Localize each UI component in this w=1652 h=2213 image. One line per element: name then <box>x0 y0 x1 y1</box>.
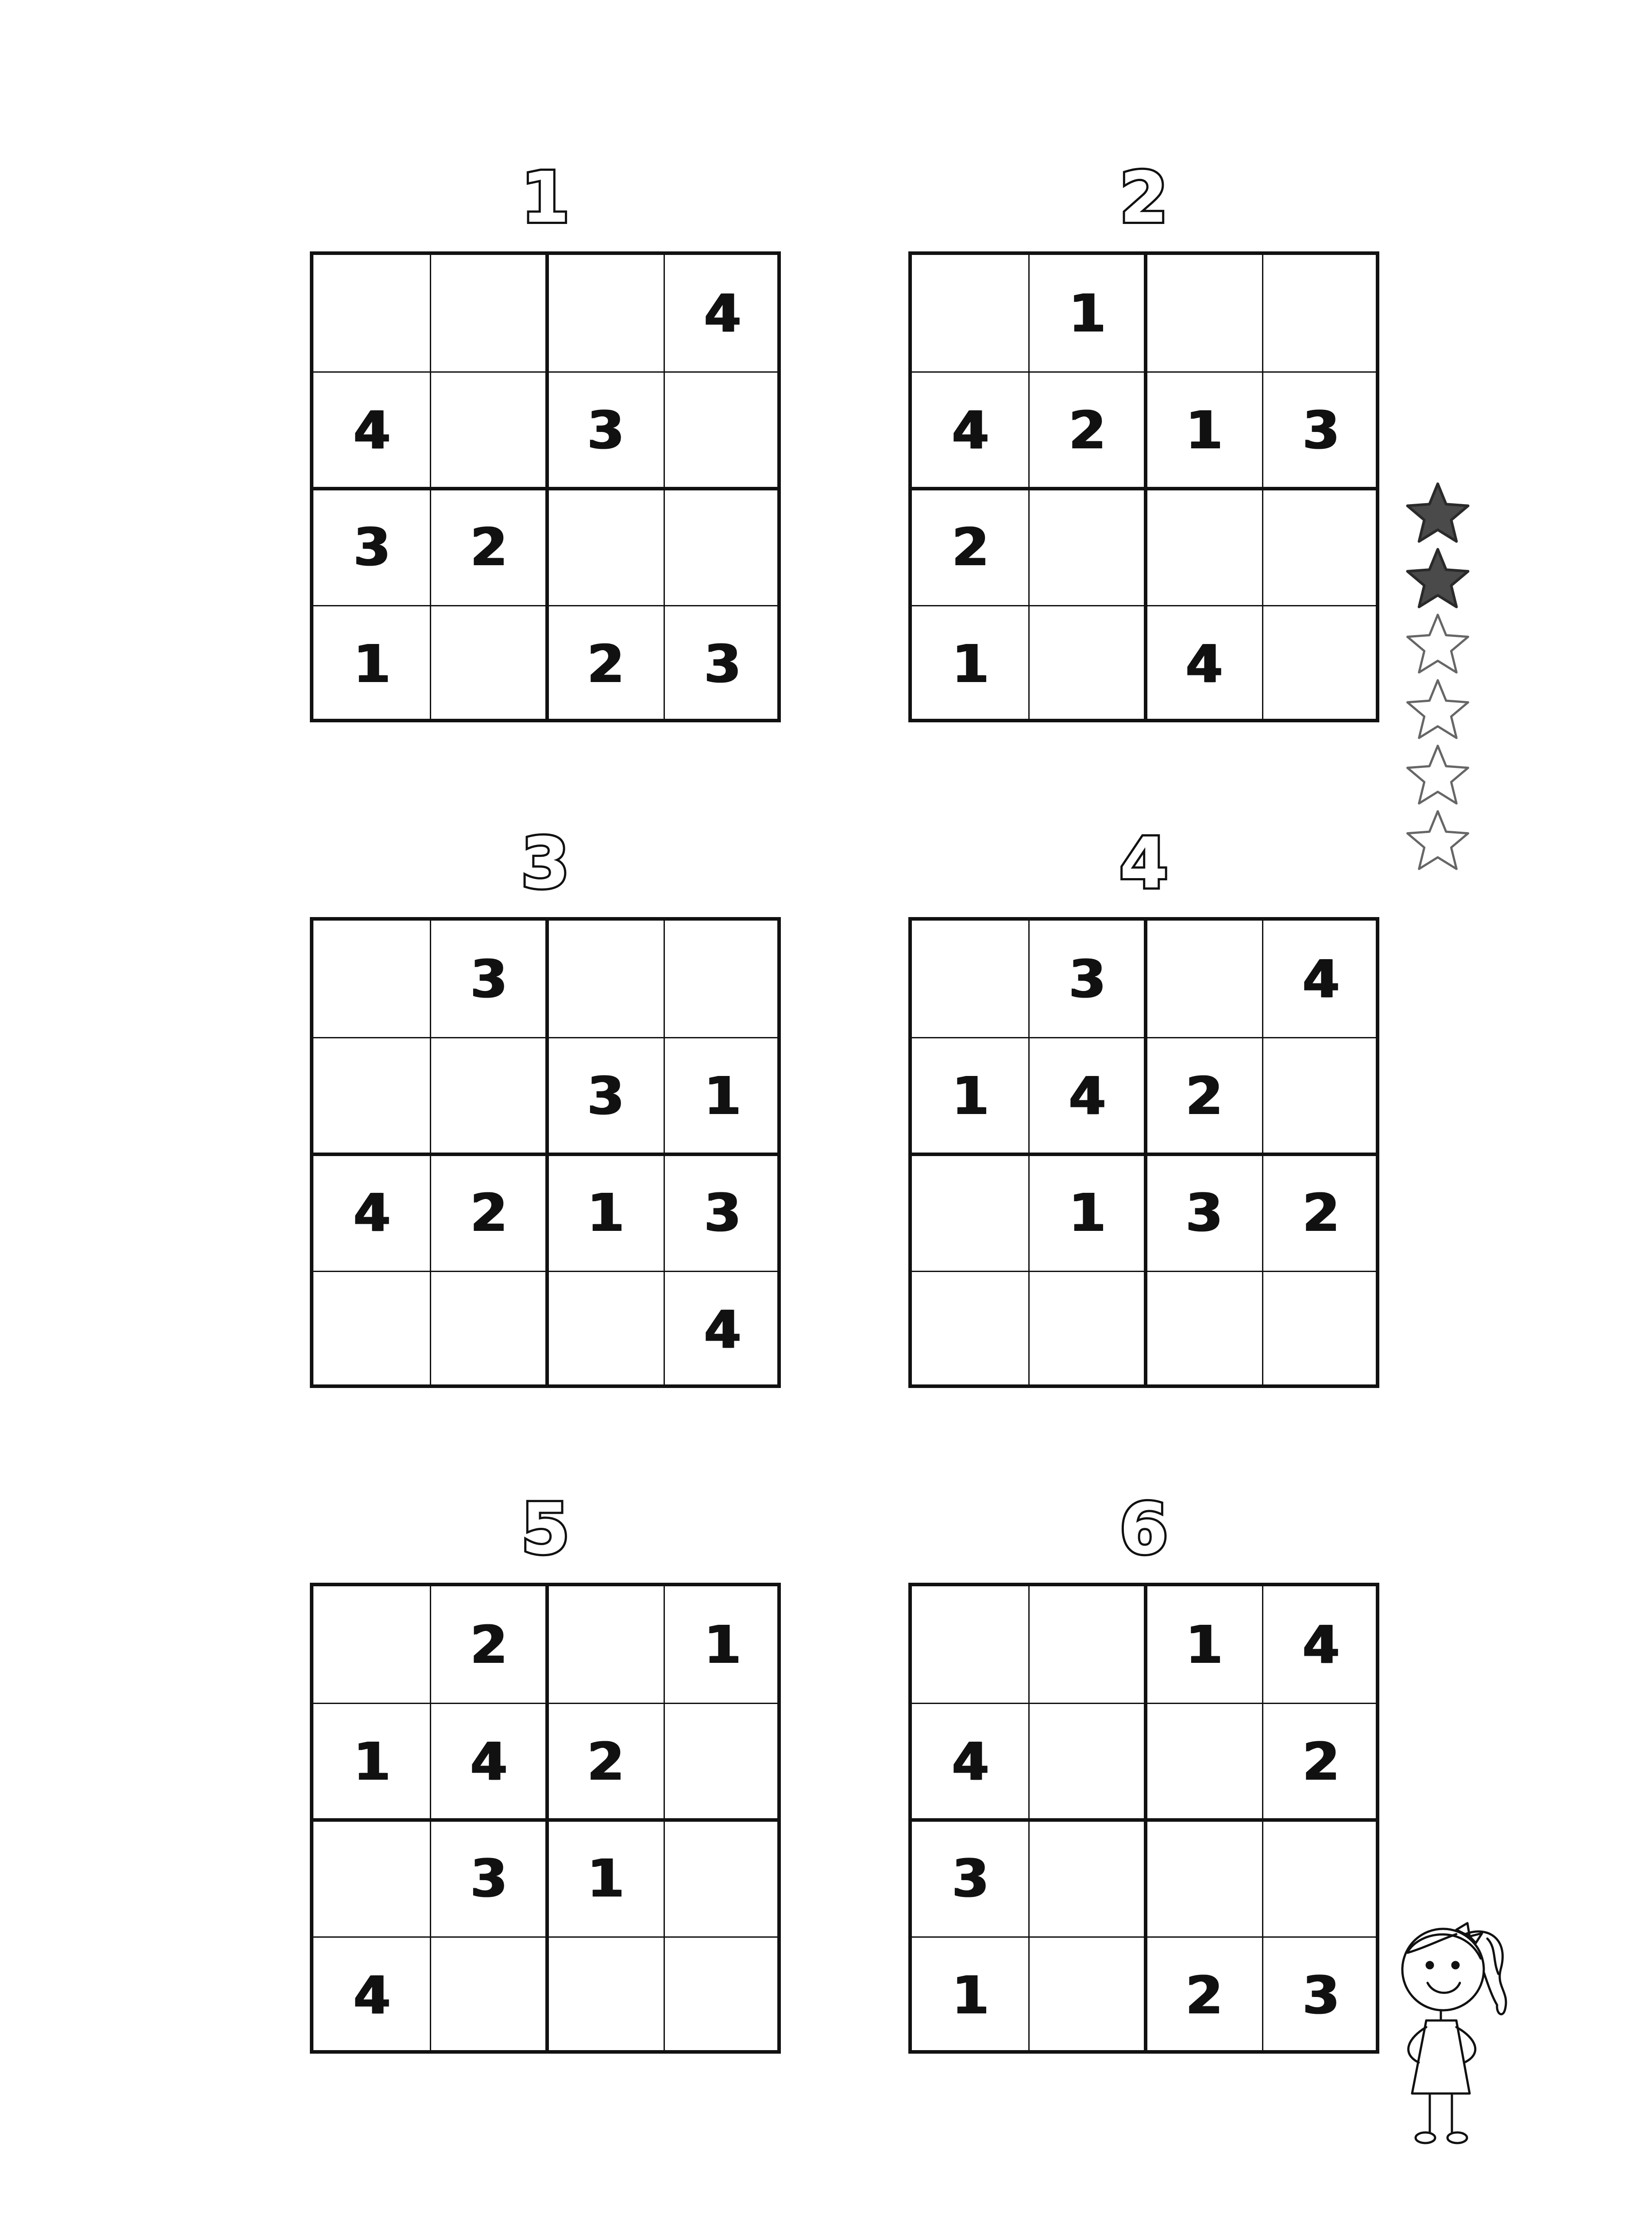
sudoku-grid <box>908 1583 1379 2054</box>
cell-divider <box>1262 1586 1263 2050</box>
grid-cell[interactable]: 3 <box>1302 1965 1339 2026</box>
grid-cell[interactable] <box>1029 489 1146 605</box>
box-divider <box>313 1153 777 1156</box>
grid-cell[interactable]: 3 <box>952 1848 989 1909</box>
grid-cell[interactable]: 1 <box>587 1182 624 1243</box>
grid-cell[interactable] <box>1029 1586 1146 1703</box>
grid-cell[interactable] <box>547 255 664 372</box>
grid-cell[interactable] <box>430 1937 547 2054</box>
cell-divider <box>313 605 777 606</box>
puzzle-number: 2 <box>1119 157 1168 239</box>
grid-cell[interactable]: 3 <box>587 400 624 461</box>
cell-divider <box>313 1936 777 1938</box>
grid-cell[interactable] <box>664 921 781 1037</box>
grid-cell[interactable]: 1 <box>353 1731 390 1792</box>
grid-cell[interactable]: 2 <box>1302 1731 1339 1792</box>
star-filled-icon <box>1408 484 1468 541</box>
girl-cartoon-icon <box>1377 1921 1527 2162</box>
grid-cell[interactable] <box>1146 255 1262 372</box>
cell-divider <box>912 1936 1376 1938</box>
grid-cell[interactable] <box>1146 489 1262 605</box>
grid-cell[interactable] <box>664 372 781 489</box>
star-empty-icon <box>1408 746 1468 803</box>
grid-cell[interactable] <box>547 921 664 1037</box>
grid-cell[interactable] <box>1029 1820 1146 1937</box>
grid-cell[interactable]: 4 <box>1185 633 1223 694</box>
cell-divider <box>313 1271 777 1272</box>
grid-cell[interactable]: 3 <box>1185 1182 1223 1243</box>
grid-cell[interactable]: 4 <box>952 400 989 461</box>
box-divider <box>313 487 777 490</box>
grid-cell[interactable]: 4 <box>353 1965 390 2026</box>
cell-divider <box>1262 921 1263 1384</box>
grid-cell[interactable]: 3 <box>1069 948 1106 1010</box>
grid-cell[interactable] <box>430 1271 547 1388</box>
grid-cell[interactable] <box>664 1937 781 2054</box>
grid-cell[interactable] <box>912 921 1029 1037</box>
grid-cell[interactable] <box>1262 489 1379 605</box>
grid-cell[interactable] <box>1262 605 1379 722</box>
grid-cell[interactable]: 1 <box>1185 1614 1223 1675</box>
grid-cell[interactable] <box>313 921 430 1037</box>
star-empty-icon <box>1408 811 1468 869</box>
grid-cell[interactable]: 2 <box>952 517 989 578</box>
grid-cell[interactable] <box>1029 1937 1146 2054</box>
grid-cell[interactable]: 2 <box>470 1182 507 1243</box>
cell-divider <box>912 605 1376 606</box>
star-empty-icon <box>1408 680 1468 738</box>
grid-cell[interactable] <box>547 1937 664 2054</box>
grid-cell[interactable]: 1 <box>952 1065 989 1126</box>
grid-cell[interactable]: 1 <box>587 1848 624 1909</box>
grid-cell[interactable]: 4 <box>353 400 390 461</box>
grid-cell[interactable]: 2 <box>470 1614 507 1675</box>
box-divider <box>912 1153 1376 1156</box>
grid-cell[interactable]: 1 <box>952 1965 989 2026</box>
grid-cell[interactable] <box>547 1271 664 1388</box>
grid-cell[interactable]: 1 <box>704 1065 741 1126</box>
grid-cell[interactable]: 3 <box>353 517 390 578</box>
grid-cell[interactable] <box>1262 1271 1379 1388</box>
grid-cell[interactable] <box>664 1820 781 1937</box>
grid-cell[interactable]: 2 <box>1069 400 1106 461</box>
grid-cell[interactable] <box>1262 1037 1379 1154</box>
star-empty-icon <box>1408 615 1468 672</box>
cell-divider <box>664 921 665 1384</box>
grid-cell[interactable] <box>1146 1820 1262 1937</box>
grid-cell[interactable] <box>1029 605 1146 722</box>
box-divider <box>912 487 1376 490</box>
difficulty-stars <box>1402 478 1473 885</box>
box-divider <box>313 1818 777 1822</box>
grid-cell[interactable]: 2 <box>1185 1965 1223 2026</box>
grid-cell[interactable] <box>1146 1703 1262 1820</box>
grid-cell[interactable] <box>313 1820 430 1937</box>
grid-cell[interactable] <box>547 489 664 605</box>
grid-cell[interactable]: 1 <box>704 1614 741 1675</box>
grid-cell[interactable] <box>313 255 430 372</box>
sudoku-grid <box>310 251 781 722</box>
grid-cell[interactable] <box>664 1703 781 1820</box>
sudoku-grid <box>310 917 781 1388</box>
grid-cell[interactable]: 1 <box>952 633 989 694</box>
grid-cell[interactable]: 4 <box>1302 1614 1339 1675</box>
sudoku-grid <box>310 1583 781 2054</box>
grid-cell[interactable] <box>912 1586 1029 1703</box>
grid-cell[interactable]: 4 <box>952 1731 989 1792</box>
grid-cell[interactable]: 2 <box>587 1731 624 1792</box>
grid-cell[interactable]: 4 <box>1069 1065 1106 1126</box>
grid-cell[interactable] <box>313 1271 430 1388</box>
cell-divider <box>664 1586 665 2050</box>
grid-cell[interactable] <box>912 255 1029 372</box>
grid-cell[interactable] <box>430 372 547 489</box>
grid-cell[interactable]: 2 <box>587 633 624 694</box>
grid-cell[interactable] <box>1262 255 1379 372</box>
grid-cell[interactable]: 1 <box>1069 283 1106 344</box>
grid-cell[interactable]: 2 <box>1185 1065 1223 1126</box>
grid-cell[interactable] <box>664 489 781 605</box>
grid-cell[interactable]: 2 <box>1302 1182 1339 1243</box>
grid-cell[interactable]: 1 <box>353 633 390 694</box>
grid-cell[interactable]: 4 <box>470 1731 507 1792</box>
grid-cell[interactable] <box>430 1037 547 1154</box>
grid-cell[interactable] <box>313 1586 430 1703</box>
grid-cell[interactable]: 4 <box>704 1299 741 1360</box>
grid-cell[interactable]: 3 <box>704 1182 741 1243</box>
cell-divider <box>664 255 665 719</box>
grid-cell[interactable] <box>1146 921 1262 1037</box>
grid-cell[interactable]: 3 <box>470 948 507 1010</box>
grid-cell[interactable]: 3 <box>587 1065 624 1126</box>
grid-cell[interactable] <box>430 255 547 372</box>
box-divider <box>912 1818 1376 1822</box>
grid-cell[interactable]: 3 <box>1302 400 1339 461</box>
puzzle-number: 3 <box>521 823 570 904</box>
sudoku-grid <box>908 251 1379 722</box>
puzzle-number: 6 <box>1119 1488 1168 1570</box>
grid-cell[interactable]: 2 <box>470 517 507 578</box>
grid-cell[interactable]: 4 <box>704 283 741 344</box>
grid-cell[interactable]: 4 <box>353 1182 390 1243</box>
difficulty-rating <box>1402 478 1473 885</box>
grid-cell[interactable] <box>912 1154 1029 1271</box>
grid-cell[interactable] <box>1146 1271 1262 1388</box>
grid-cell[interactable] <box>1029 1271 1146 1388</box>
cell-divider <box>1262 255 1263 719</box>
grid-cell[interactable]: 3 <box>704 633 741 694</box>
grid-cell[interactable] <box>430 605 547 722</box>
star-filled-icon <box>1408 549 1468 607</box>
grid-cell[interactable] <box>1262 1820 1379 1937</box>
puzzle-number: 1 <box>521 157 570 239</box>
sudoku-grid <box>908 917 1379 1388</box>
grid-cell[interactable] <box>547 1586 664 1703</box>
grid-cell[interactable] <box>912 1271 1029 1388</box>
grid-cell[interactable]: 1 <box>1069 1182 1106 1243</box>
grid-cell[interactable]: 1 <box>1185 400 1223 461</box>
grid-cell[interactable]: 4 <box>1302 948 1339 1010</box>
grid-cell[interactable] <box>313 1037 430 1154</box>
puzzle-number: 4 <box>1119 823 1168 904</box>
cell-divider <box>912 1271 1376 1272</box>
grid-cell[interactable] <box>1029 1703 1146 1820</box>
puzzle-number: 5 <box>521 1488 570 1570</box>
grid-cell[interactable]: 3 <box>470 1848 507 1909</box>
